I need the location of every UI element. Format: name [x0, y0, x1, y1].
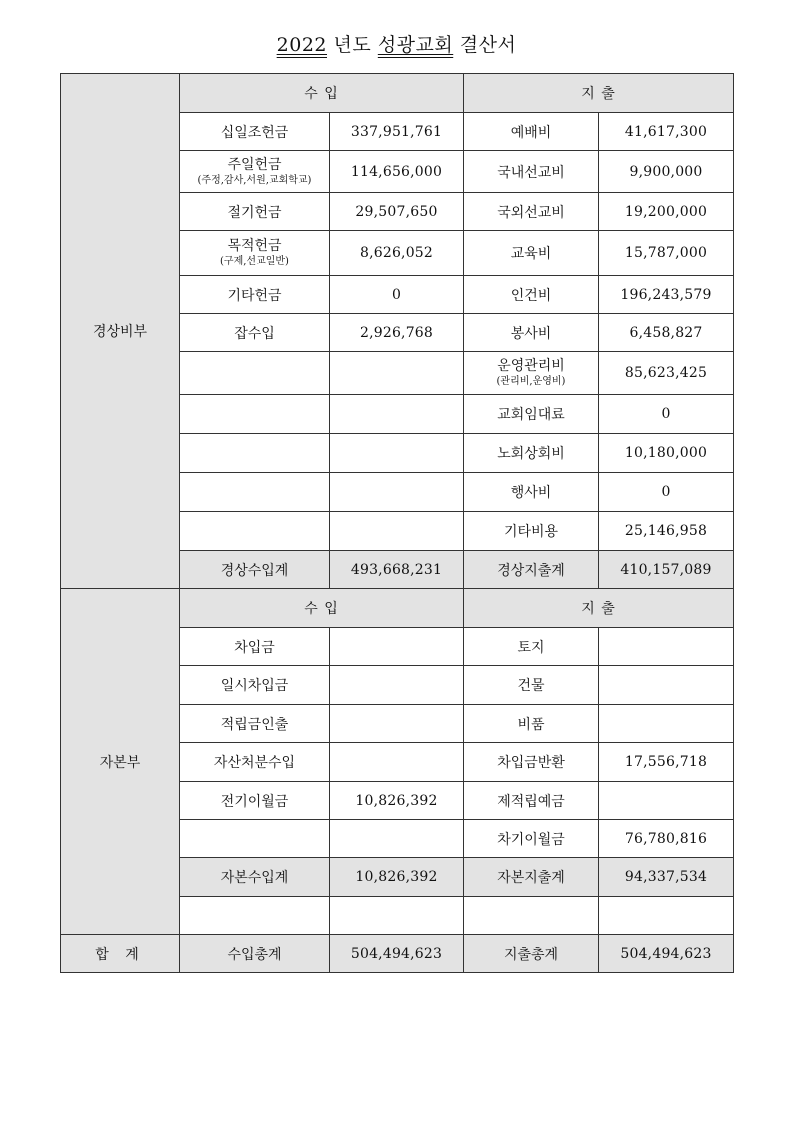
expense-label-sub: (관리비,운영비): [496, 376, 566, 388]
income-label-main: 주일헌금: [227, 156, 282, 173]
expense-value: 0: [599, 395, 734, 434]
expense-value: 196,243,579: [599, 276, 734, 314]
expense-value: 76,780,816: [599, 820, 734, 858]
grand-income-total-label: 수입총계: [180, 935, 330, 973]
expense-label: 봉사비: [464, 314, 599, 352]
grand-expense-total-value: 504,494,623: [599, 935, 734, 973]
empty-cell: [330, 897, 464, 935]
income-label: 전기이월금: [180, 782, 330, 820]
operating-expense-total-label: 경상지출계: [464, 551, 599, 589]
expense-label: 교회임대료: [464, 395, 599, 434]
operating-income-total-label: 경상수입계: [180, 551, 330, 589]
income-value: [330, 666, 464, 705]
income-value: 8,626,052: [330, 231, 464, 276]
title-church-name: 성광교회: [377, 34, 454, 56]
expense-value: 19,200,000: [599, 193, 734, 231]
document-title: [0, 30, 793, 57]
income-label: [180, 434, 330, 473]
capital-expense-total-value: 94,337,534: [599, 858, 734, 897]
income-label: [180, 395, 330, 434]
income-label: 잡수입: [180, 314, 330, 352]
expense-label: 비품: [464, 705, 599, 743]
income-label: [180, 151, 330, 193]
operating-income-header: 수 입: [180, 74, 464, 113]
income-label: [180, 820, 330, 858]
income-label-main: 목적헌금: [227, 238, 282, 255]
income-value: [330, 473, 464, 512]
income-label: [180, 352, 330, 395]
expense-label: 예배비: [464, 113, 599, 151]
grand-income-total-value: 504,494,623: [330, 935, 464, 973]
income-label: 기타헌금: [180, 276, 330, 314]
income-label-sub: (주정,감사,서원,교회학교): [197, 174, 312, 186]
income-label: 적립금인출: [180, 705, 330, 743]
expense-value: 9,900,000: [599, 151, 734, 193]
income-label: 차입금: [180, 628, 330, 666]
grand-expense-total-label: 지출총계: [464, 935, 599, 973]
grand-total-row: [61, 935, 734, 973]
expense-label: 기타비용: [464, 512, 599, 551]
expense-label: 토지: [464, 628, 599, 666]
expense-value: 85,623,425: [599, 352, 734, 395]
title-year-suffix: 년도: [333, 34, 372, 56]
capital-expense-total-label: 자본지출계: [464, 858, 599, 897]
income-value: [330, 434, 464, 473]
expense-label: 국외선교비: [464, 193, 599, 231]
expense-label: 국내선교비: [464, 151, 599, 193]
income-value: [330, 820, 464, 858]
operating-expense-total-value: 410,157,089: [599, 551, 734, 589]
empty-cell: [180, 897, 330, 935]
empty-cell: [599, 897, 734, 935]
expense-value: [599, 782, 734, 820]
expense-label: 건물: [464, 666, 599, 705]
expense-label: 차기이월금: [464, 820, 599, 858]
income-label: [180, 473, 330, 512]
income-value: 10,826,392: [330, 782, 464, 820]
income-value: 114,656,000: [330, 151, 464, 193]
income-label: 일시차입금: [180, 666, 330, 705]
expense-value: [599, 705, 734, 743]
settlement-table: [60, 73, 734, 973]
expense-value: 0: [599, 473, 734, 512]
grand-total-label: 합 계: [61, 935, 180, 973]
capital-income-total-label: 자본수입계: [180, 858, 330, 897]
income-label-sub: (구제,선교일반): [220, 256, 289, 268]
capital-income-header: 수 입: [180, 589, 464, 628]
income-value: [330, 628, 464, 666]
income-label: [180, 512, 330, 551]
expense-value: 25,146,958: [599, 512, 734, 551]
operating-income-total-value: 493,668,231: [330, 551, 464, 589]
income-value: 0: [330, 276, 464, 314]
operating-section-label: 경상비부: [61, 74, 180, 589]
expense-label: 차입금반환: [464, 743, 599, 782]
expense-label: 교육비: [464, 231, 599, 276]
income-value: [330, 705, 464, 743]
capital-section-label: 자본부: [61, 589, 180, 935]
expense-label: 노회상회비: [464, 434, 599, 473]
capital-income-total-value: 10,826,392: [330, 858, 464, 897]
expense-value: [599, 666, 734, 705]
income-label: [180, 231, 330, 276]
title-year: 2022: [276, 34, 327, 56]
expense-label: 제적립예금: [464, 782, 599, 820]
expense-value: 6,458,827: [599, 314, 734, 352]
expense-value: 17,556,718: [599, 743, 734, 782]
income-label: 절기헌금: [180, 193, 330, 231]
expense-label: 행사비: [464, 473, 599, 512]
income-value: [330, 395, 464, 434]
income-value: 337,951,761: [330, 113, 464, 151]
income-label: 십일조헌금: [180, 113, 330, 151]
expense-value: [599, 628, 734, 666]
operating-expense-header: 지 출: [464, 74, 734, 113]
income-value: [330, 743, 464, 782]
expense-label: [464, 352, 599, 395]
empty-cell: [464, 897, 599, 935]
expense-label-main: 운영관리비: [497, 358, 565, 375]
expense-value: 41,617,300: [599, 113, 734, 151]
income-value: [330, 352, 464, 395]
title-suffix: 결산서: [459, 34, 517, 56]
expense-value: 10,180,000: [599, 434, 734, 473]
operating-header-row: [61, 74, 734, 113]
income-value: 29,507,650: [330, 193, 464, 231]
expense-label: 인건비: [464, 276, 599, 314]
income-label: 자산처분수입: [180, 743, 330, 782]
income-value: [330, 512, 464, 551]
capital-header-row: [61, 589, 734, 628]
capital-expense-header: 지 출: [464, 589, 734, 628]
income-value: 2,926,768: [330, 314, 464, 352]
expense-value: 15,787,000: [599, 231, 734, 276]
